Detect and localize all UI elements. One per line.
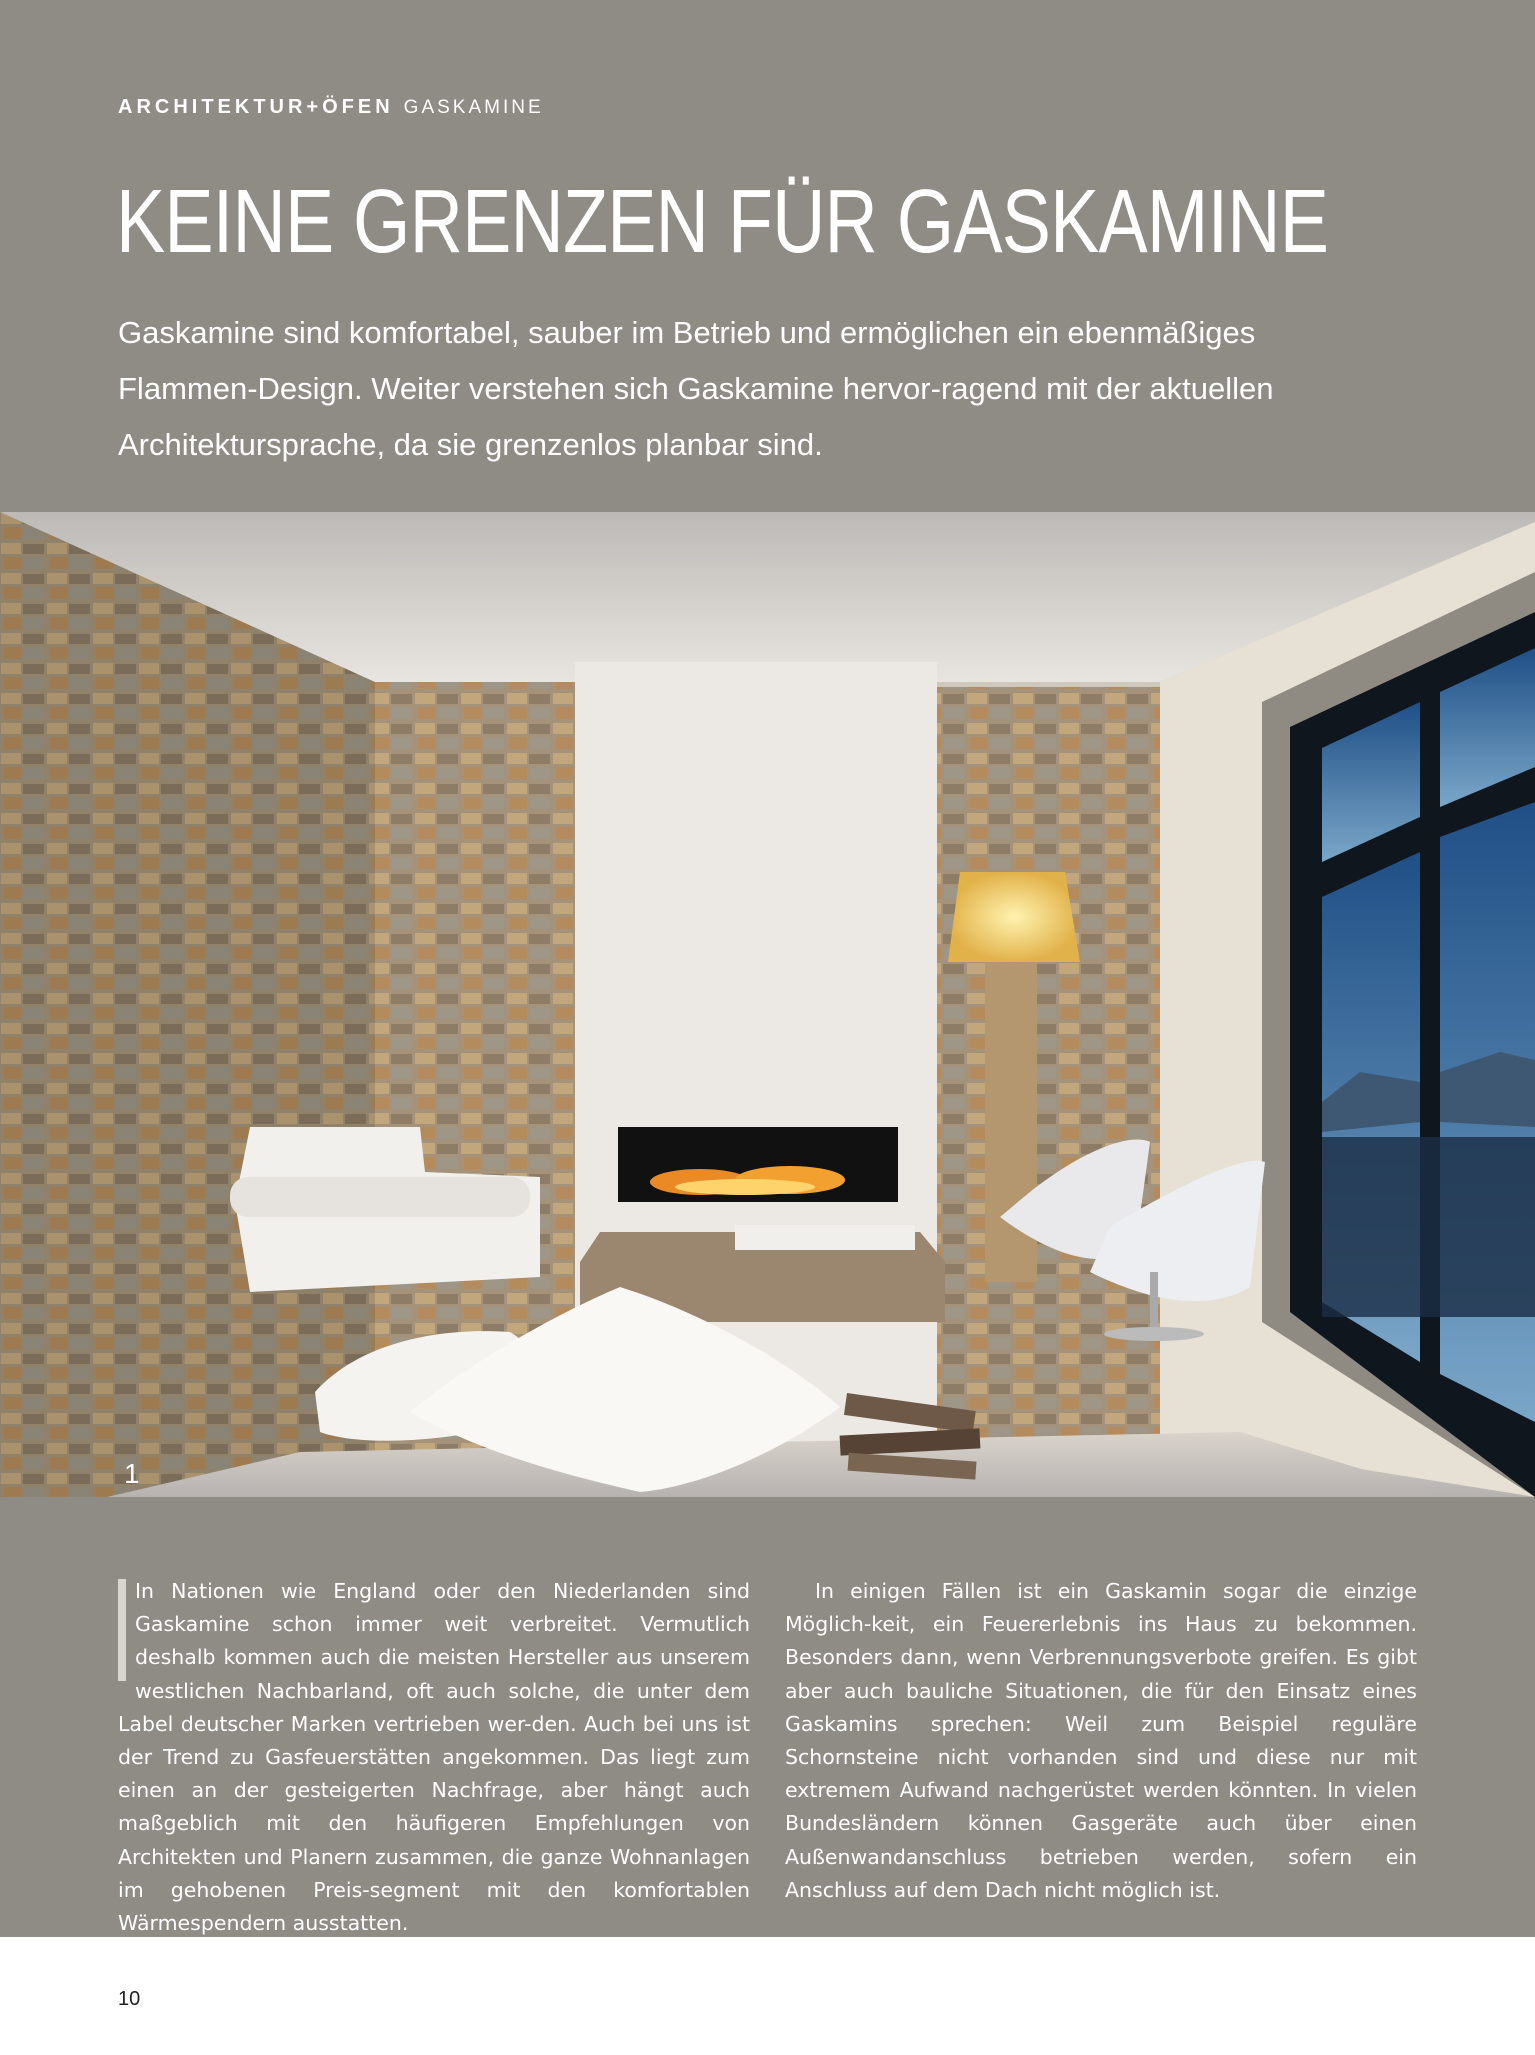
subsection-label: GASKAMINE — [403, 97, 544, 118]
living-room-photo — [0, 512, 1535, 1497]
body-column-left — [118, 1575, 750, 1940]
body-column-right: In einigen Fällen ist ein Gaskamin sogar die einzige Möglich-keit, ein Feuererlebnis ins Haus zu bekommen. Besonders dann, wenn Verbrennungsverbote greifen. Es gibt aber auch bauliche Situationen, die für den Einsatz eines Gaskamins sprechen: Weil zum Beispiel reguläre Schornsteine nicht vorhanden sind und diese nur mit extremem Aufwand nachgerüstet werden könnten. In vielen Bundesländern können Gasgeräte auch über einen Außenwandanschluss betrieben werden, sofern ein Anschluss auf dem Dach nicht möglich ist. — [785, 1579, 1417, 1902]
section-label: ARCHITEKTUR+ÖFEN — [118, 96, 394, 118]
dropcap-bar — [118, 1579, 126, 1681]
page-number: 10 — [118, 1988, 141, 2010]
page-title: KEINE GRENZEN FÜR GASKAMINE — [116, 172, 1329, 272]
figure-number: 1 — [124, 1458, 140, 1489]
lede-paragraph: Gaskamine sind komfortabel, sauber im Betrieb und ermöglichen ein ebenmäßiges Flammen-Design. Weiter verstehen sich Gaskamine hervor-ragend mit der aktuellen Architektursprache, da sie grenzenlos planbar sind. — [118, 315, 1274, 462]
body-text-left: In Nationen wie England oder den Niederlanden sind Gaskamine schon immer weit verbreitet. Vermutlich deshalb kommen auch die meisten Hersteller aus unserem westlichen Nachbarland, oft auch solche, die unter dem Label deutscher Marken vertrieben wer-den. Auch bei uns ist der Trend zu Gasfeuerstätten angekommen. Das liegt zum einen an der gesteigerten Nachfrage, aber hängt auch maßgeblich mit den häufigeren Empfehlungen von Architekten und Planern zusammen, die ganze Wohnanlagen im gehobenen Preis-segment mit den komfortablen Wärmespendern ausstatten. — [118, 1579, 750, 1936]
section-kicker — [118, 96, 544, 119]
